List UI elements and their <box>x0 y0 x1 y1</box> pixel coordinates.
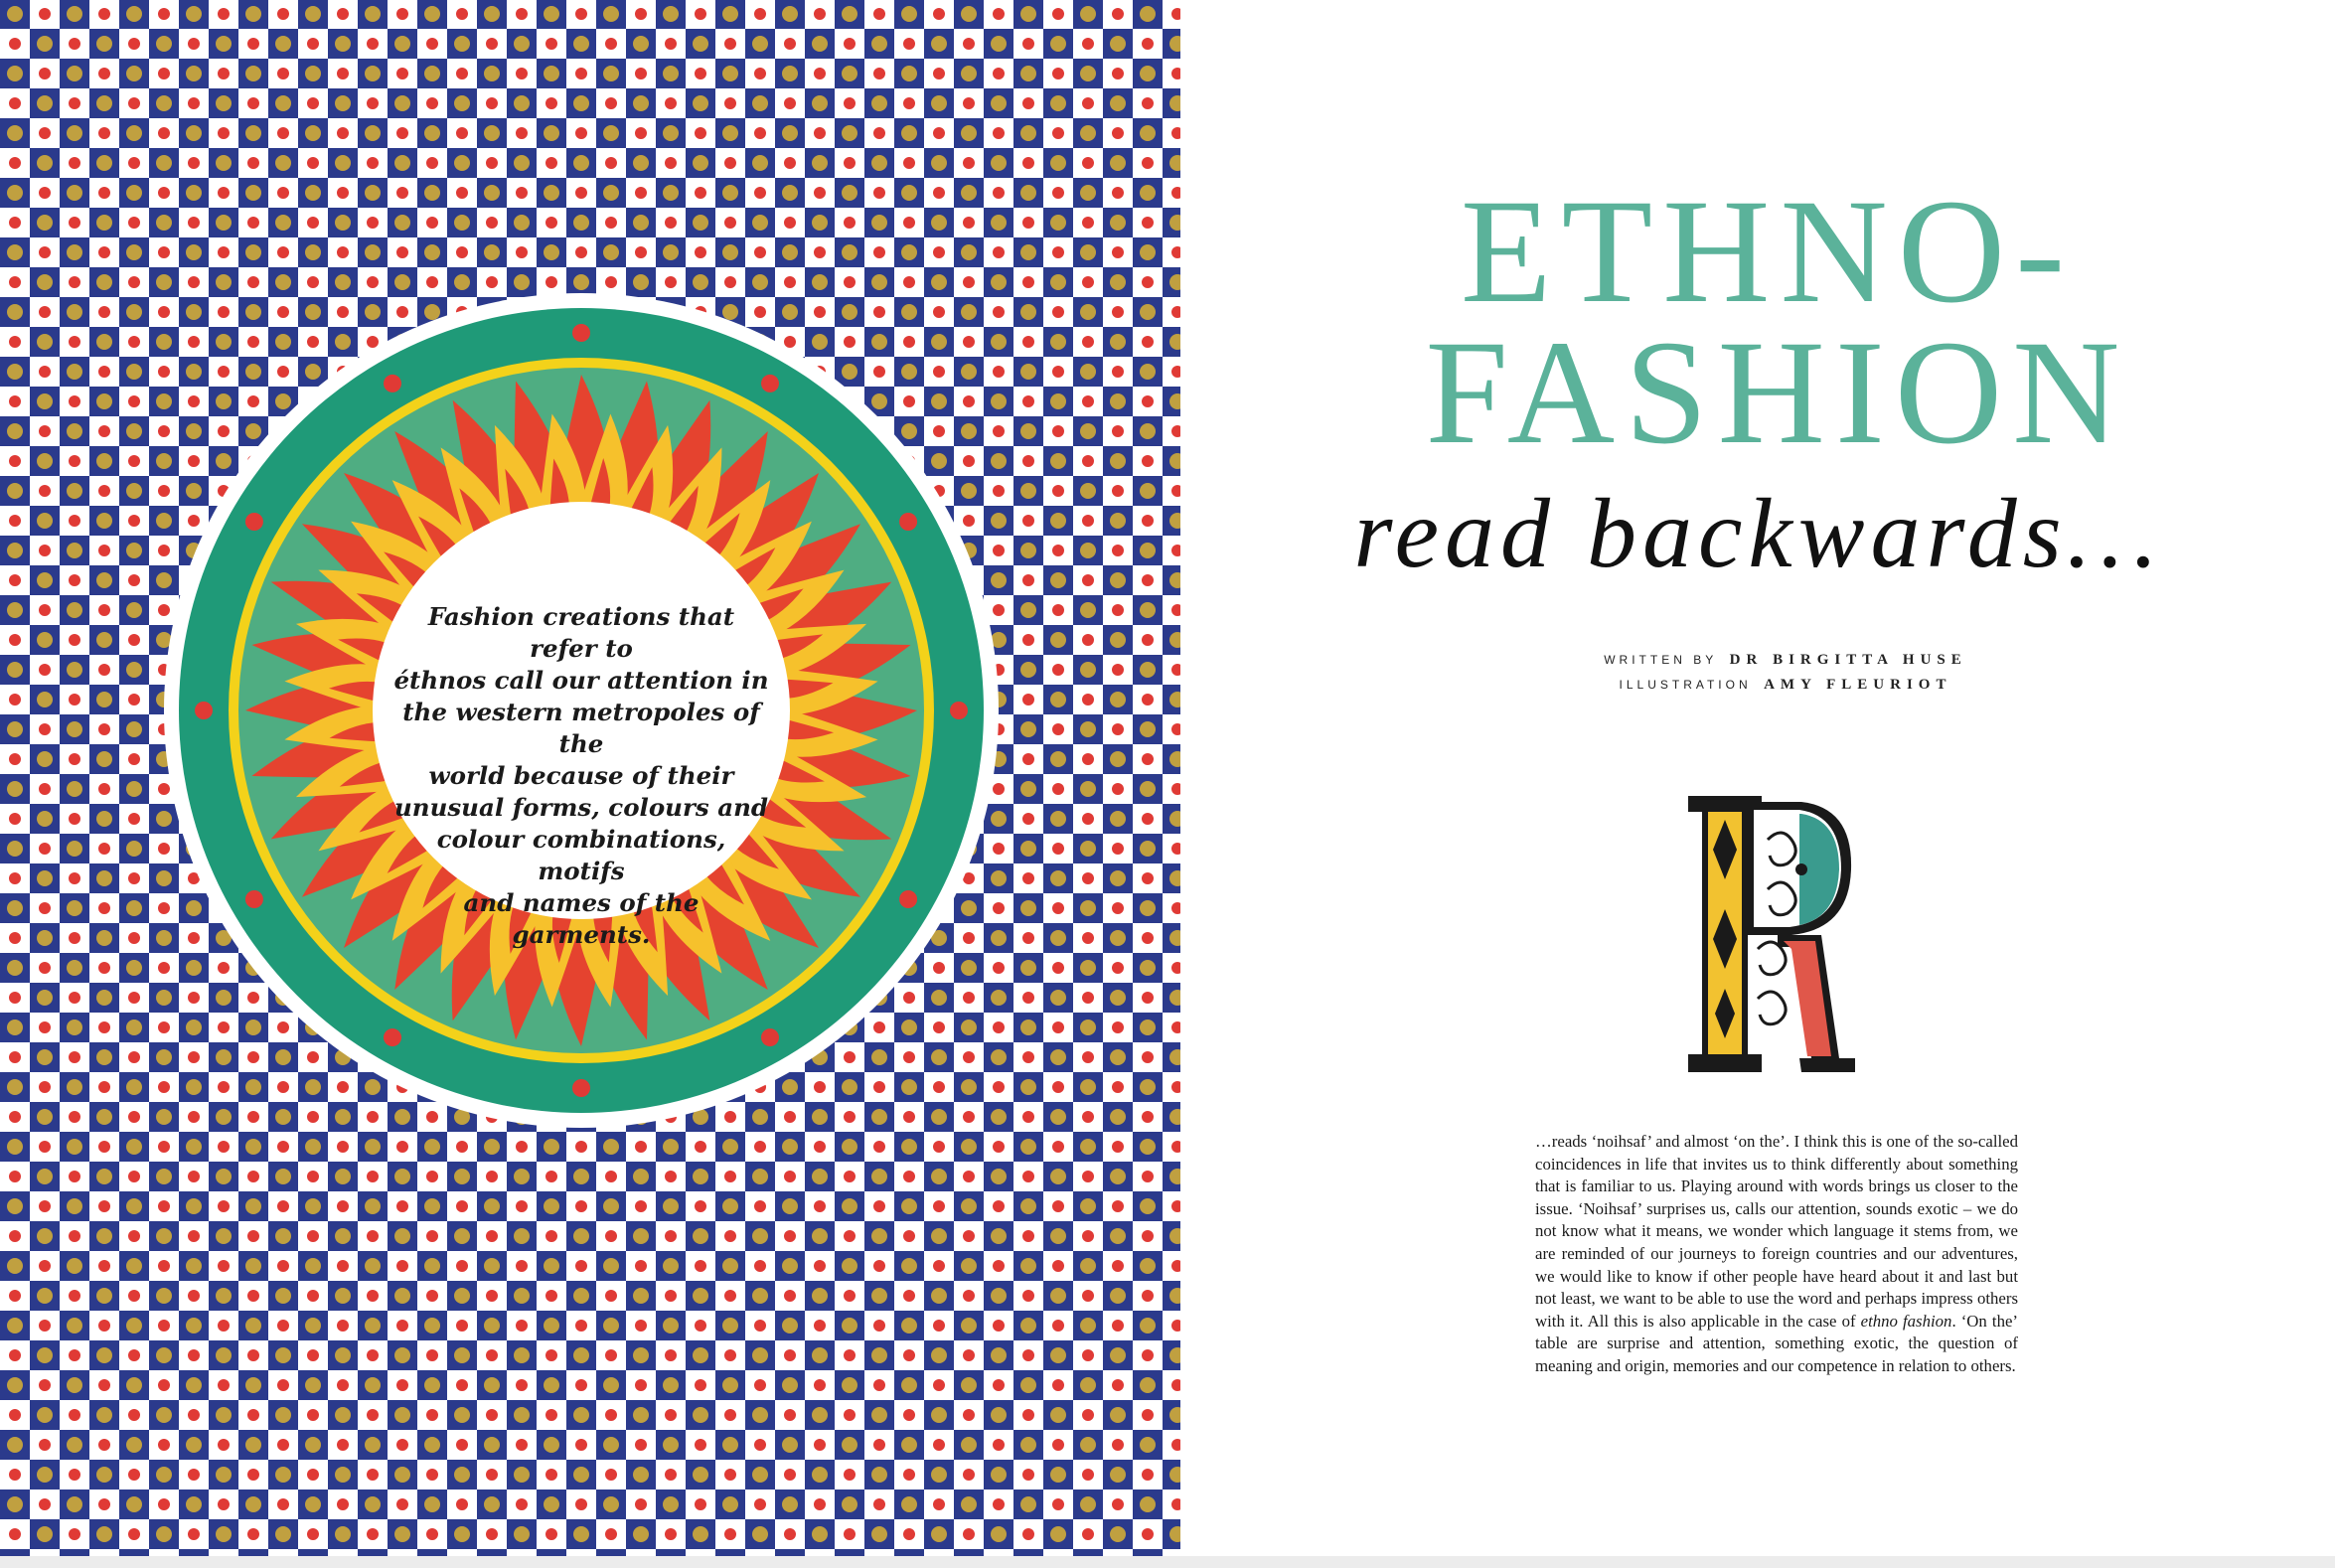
body-text-part: . ‘On the’ table are surprise and attention, something exotic, the question of meaning and origin, memories and our competence in relation to others. <box>1535 1311 2018 1375</box>
drop-cap-r-illustration <box>1682 790 1861 1078</box>
page-bottom-edge <box>0 1556 2335 1568</box>
ring-dot <box>384 375 401 392</box>
subtitle: read backwards… <box>1353 478 2162 588</box>
credit-name: DR BIRGITTA HUSE <box>1729 652 1967 668</box>
ring-dot <box>384 1028 401 1046</box>
title-line-2: FASHION <box>1425 310 2130 475</box>
credit-name: AMY FLEURIOT <box>1764 677 1952 693</box>
right-page <box>1180 0 2335 1568</box>
body-text-part: …reads ‘noihsaf’ and almost ‘on the’. I think this is one of the so-called coincidences in life that invites us to think differently about something that is familiar to us. Playing around with words brings us closer to the issue. ‘Noihsaf’ surprises us, calls our attention, sounds exotic – we do not know what it means, we wonder which language it stems from, we are reminded of our journeys to foreign countries and our adventures, we would like to know if other people have heard about it and last but not least, we want to be able to use the word and perhaps impress others with it. All this is also applicable in the case of <box>1535 1132 2018 1331</box>
body-text-emphasis: ethno fashion <box>1860 1311 1952 1331</box>
ring-dot <box>761 375 779 392</box>
credit-illustrator <box>1208 676 2335 694</box>
ring-dot <box>899 513 917 531</box>
ring-dot <box>245 890 263 908</box>
ring-dot <box>899 890 917 908</box>
pull-quote: Fashion creations that refer to éthnos call our attention in the western metropoles of the world because of their unusual forms, colours and colour combinations, motifs and names of the garments. <box>393 602 769 949</box>
credit-role: ILLUSTRATION <box>1619 678 1752 692</box>
body-text <box>1535 1131 2018 1378</box>
ring-dot <box>195 702 213 719</box>
sun-medallion <box>159 288 1004 1133</box>
ring-dot <box>572 324 590 342</box>
ring-dot <box>950 702 968 719</box>
ring-dot <box>245 513 263 531</box>
title-line-1: ETHNO- <box>1460 169 2076 334</box>
credit-writer <box>1208 651 2335 669</box>
ring-dot <box>572 1079 590 1097</box>
credit-role: WRITTEN BY <box>1604 653 1718 667</box>
ring-dot <box>761 1028 779 1046</box>
